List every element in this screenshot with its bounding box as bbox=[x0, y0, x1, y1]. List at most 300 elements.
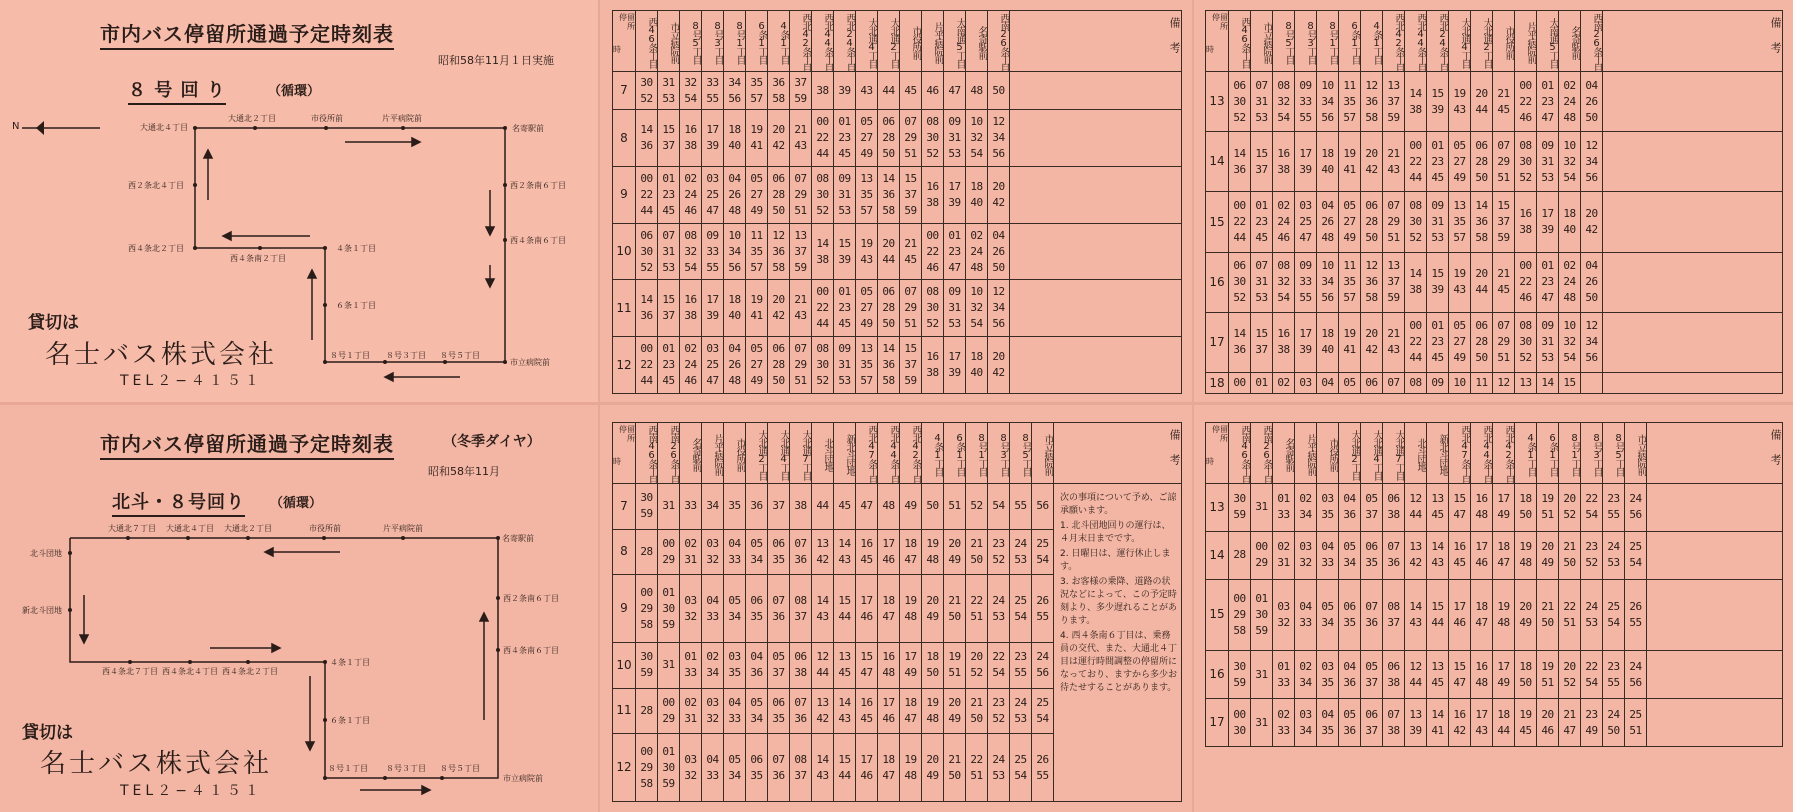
time-cell bbox=[768, 529, 790, 575]
time-value: 09 31 53 bbox=[948, 285, 961, 331]
time-cell bbox=[724, 484, 746, 530]
time-cell bbox=[878, 575, 900, 643]
time-value: 10 bbox=[1453, 376, 1466, 390]
time-cell bbox=[1032, 529, 1054, 575]
time-value: 15 37 59 bbox=[904, 342, 917, 388]
time-value: 20 44 bbox=[1475, 267, 1488, 297]
time-value: 08 30 52 bbox=[926, 285, 939, 331]
time-cell bbox=[1471, 373, 1493, 394]
time-value: 20 42 bbox=[1365, 327, 1378, 357]
time-cell bbox=[1317, 699, 1339, 747]
time-value: 18 50 bbox=[1519, 659, 1532, 689]
hour-value: 15 bbox=[1209, 214, 1225, 229]
stop-header: 大北通2丁目 bbox=[1471, 11, 1493, 72]
time-value: 21 50 bbox=[970, 695, 983, 725]
effective-date-winter: 昭和58年11月 bbox=[428, 465, 500, 478]
time-cell bbox=[1383, 192, 1405, 252]
corner-cell bbox=[1206, 423, 1229, 484]
time-value: 00 22 46 bbox=[1519, 259, 1532, 305]
hour-cell bbox=[1206, 72, 1229, 132]
time-value: 01 23 45 bbox=[662, 171, 675, 217]
time-cell bbox=[988, 72, 1010, 110]
time-value: 38 bbox=[816, 83, 829, 97]
time-cell bbox=[1383, 72, 1405, 132]
time-cell bbox=[1515, 579, 1537, 650]
stop-header: 新北斗団地 bbox=[1427, 423, 1449, 484]
time-cell bbox=[1317, 484, 1339, 532]
time-cell bbox=[834, 575, 856, 643]
time-cell bbox=[1251, 252, 1273, 312]
time-cell bbox=[900, 72, 922, 110]
route-subtitle-winter: （循環） bbox=[270, 496, 323, 511]
time-cell bbox=[1339, 252, 1361, 312]
time-value: 18 40 bbox=[970, 179, 983, 209]
time-cell bbox=[834, 688, 856, 734]
time-cell bbox=[1471, 579, 1493, 650]
table-row bbox=[1206, 579, 1783, 650]
hour-cell bbox=[613, 734, 636, 802]
time-cell bbox=[658, 337, 680, 394]
time-value: 05 27 49 bbox=[1453, 319, 1466, 365]
time-value: 09 31 53 bbox=[838, 342, 851, 388]
time-value: 11 bbox=[1475, 376, 1488, 390]
time-cell bbox=[988, 642, 1010, 688]
time-cell bbox=[768, 280, 790, 337]
time-value: 50 bbox=[992, 83, 1005, 97]
time-cell bbox=[746, 734, 768, 802]
time-value: 01 23 45 bbox=[1431, 319, 1444, 365]
time-value: 05 34 bbox=[1321, 599, 1334, 629]
stop-header: 8号5丁目 bbox=[1010, 423, 1032, 484]
time-cell bbox=[1317, 651, 1339, 699]
time-value: 04 33 bbox=[1299, 599, 1312, 629]
time-cell bbox=[746, 575, 768, 643]
time-cell bbox=[1405, 651, 1427, 699]
time-cell bbox=[1361, 579, 1383, 650]
stop-label: ６条１丁目 bbox=[330, 716, 370, 725]
time-value: 13 37 59 bbox=[794, 228, 807, 274]
time-cell bbox=[944, 642, 966, 688]
time-cell bbox=[1317, 252, 1339, 312]
time-cell bbox=[746, 110, 768, 167]
time-value: 15 37 bbox=[662, 293, 675, 323]
time-cell bbox=[1581, 651, 1603, 699]
time-value: 18 50 bbox=[1519, 492, 1532, 522]
time-cell bbox=[680, 688, 702, 734]
time-value: 03 35 bbox=[728, 650, 741, 680]
hour-value: 8 bbox=[620, 544, 628, 559]
time-value: 25 54 bbox=[1036, 695, 1049, 725]
time-cell bbox=[1427, 699, 1449, 747]
time-value: 06 35 bbox=[750, 752, 763, 782]
time-value: 54 bbox=[992, 499, 1005, 513]
time-value: 01 bbox=[1255, 376, 1268, 390]
time-cell bbox=[966, 688, 988, 734]
time-cell bbox=[1581, 72, 1603, 132]
time-cell bbox=[768, 110, 790, 167]
time-value: 25 54 bbox=[1036, 536, 1049, 566]
hour-value: 18 bbox=[1209, 375, 1225, 390]
remark-item: 1. 北斗団地回りの運行は、４月末日までです。 bbox=[1060, 521, 1171, 544]
hour-cell bbox=[1206, 252, 1229, 312]
time-value: 18 40 bbox=[970, 350, 983, 380]
time-cell bbox=[746, 166, 768, 223]
time-value: 16 42 bbox=[1453, 707, 1466, 737]
time-value: 01 23 45 bbox=[838, 115, 851, 161]
time-value: 08 30 52 bbox=[1519, 138, 1532, 184]
time-cell bbox=[1383, 531, 1405, 579]
route-title-winter: 北斗・８号回り bbox=[112, 488, 245, 514]
stop-header: 名寄駅前 bbox=[680, 423, 702, 484]
stop-header: 市役所前 bbox=[1493, 11, 1515, 72]
stop-header: 西北42条丁目 bbox=[790, 11, 812, 72]
time-value: 18 40 bbox=[1321, 146, 1334, 176]
hour-value: 9 bbox=[620, 187, 628, 202]
time-value: 10 32 54 bbox=[970, 115, 983, 161]
time-value: 01 23 45 bbox=[662, 342, 675, 388]
time-cell bbox=[1449, 651, 1471, 699]
time-cell bbox=[856, 110, 878, 167]
time-value: 06 28 50 bbox=[1365, 199, 1378, 245]
time-value: 04 26 48 bbox=[728, 342, 741, 388]
time-cell bbox=[1427, 651, 1449, 699]
time-cell bbox=[812, 575, 834, 643]
stop-label: ４条１丁目 bbox=[330, 658, 370, 667]
time-value: 06 bbox=[1365, 376, 1378, 390]
time-cell bbox=[1361, 252, 1383, 312]
time-cell bbox=[702, 72, 724, 110]
time-cell bbox=[1493, 484, 1515, 532]
time-cell bbox=[636, 72, 658, 110]
time-cell bbox=[812, 110, 834, 167]
time-cell bbox=[1471, 192, 1493, 252]
remarks-cell bbox=[1603, 72, 1783, 132]
time-value: 07 31 53 bbox=[1255, 78, 1268, 124]
corner-label-hour: 時 bbox=[613, 457, 621, 466]
corner-label-hour: 時 bbox=[1206, 45, 1214, 54]
time-cell bbox=[1273, 132, 1295, 192]
time-value: 20 49 bbox=[926, 593, 939, 623]
time-cell bbox=[966, 642, 988, 688]
stop-label: 大通北４丁目 bbox=[140, 123, 188, 132]
time-value: 00 29 bbox=[1255, 540, 1268, 570]
time-cell bbox=[1295, 72, 1317, 132]
time-cell bbox=[878, 166, 900, 223]
time-value: 23 55 bbox=[1607, 492, 1620, 522]
time-cell bbox=[834, 642, 856, 688]
stop-header: 西46条丁目 bbox=[636, 11, 658, 72]
time-value: 03 bbox=[1299, 376, 1312, 390]
time-value: 19 51 bbox=[1541, 659, 1554, 689]
time-value: 15 37 bbox=[1255, 146, 1268, 176]
time-value: 17 49 bbox=[1497, 492, 1510, 522]
stop-header: 6条1丁目 bbox=[746, 11, 768, 72]
time-cell bbox=[1251, 484, 1273, 532]
time-cell bbox=[1603, 579, 1625, 650]
stop-header: 片平病院前 bbox=[1295, 423, 1317, 484]
company-name: 名士バス株式会社 bbox=[45, 340, 278, 370]
time-value: 07 36 bbox=[794, 695, 807, 725]
time-cell bbox=[1032, 642, 1054, 688]
hour-cell bbox=[1206, 699, 1229, 747]
time-value: 30 59 bbox=[640, 491, 653, 521]
time-value: 03 32 bbox=[684, 593, 697, 623]
time-cell bbox=[1339, 373, 1361, 394]
hour-cell bbox=[613, 280, 636, 337]
time-value: 06 35 bbox=[772, 536, 785, 566]
hour-cell bbox=[1206, 484, 1229, 532]
corner-label-stop: 停留所 bbox=[1212, 425, 1228, 443]
time-cell bbox=[1449, 373, 1471, 394]
time-cell bbox=[1010, 688, 1032, 734]
time-cell bbox=[1383, 484, 1405, 532]
time-value: 31 bbox=[1255, 500, 1268, 514]
time-value: 35 57 bbox=[750, 75, 763, 105]
time-value: 21 47 bbox=[1563, 707, 1576, 737]
time-cell bbox=[768, 166, 790, 223]
time-cell bbox=[790, 688, 812, 734]
time-value: 21 50 bbox=[948, 752, 961, 782]
time-cell bbox=[790, 484, 812, 530]
charter-label: 貸切は bbox=[28, 313, 79, 333]
time-value: 39 bbox=[838, 83, 851, 97]
time-cell bbox=[1537, 531, 1559, 579]
time-cell bbox=[1383, 312, 1405, 372]
time-cell bbox=[746, 688, 768, 734]
time-value: 10 34 56 bbox=[728, 228, 741, 274]
time-cell bbox=[1405, 132, 1427, 192]
time-cell bbox=[724, 110, 746, 167]
time-value: 22 54 bbox=[1585, 659, 1598, 689]
time-cell bbox=[922, 166, 944, 223]
time-cell bbox=[1273, 72, 1295, 132]
time-value: 09 31 53 bbox=[838, 171, 851, 217]
stop-header: 4条1丁目 bbox=[922, 423, 944, 484]
corner-cell bbox=[613, 11, 636, 72]
time-cell bbox=[1251, 531, 1273, 579]
time-value: 03 32 bbox=[1299, 540, 1312, 570]
time-cell bbox=[944, 529, 966, 575]
time-cell bbox=[1229, 192, 1251, 252]
time-cell bbox=[1515, 699, 1537, 747]
time-value: 21 50 bbox=[948, 593, 961, 623]
time-value: 00 22 44 bbox=[1409, 319, 1422, 365]
time-cell bbox=[1295, 651, 1317, 699]
stop-header: 8号1丁目 bbox=[966, 423, 988, 484]
time-value: 04 33 bbox=[706, 752, 719, 782]
time-value: 18 44 bbox=[1497, 707, 1510, 737]
time-cell bbox=[922, 688, 944, 734]
time-cell bbox=[1229, 373, 1251, 394]
hour-cell bbox=[1206, 192, 1229, 252]
time-cell bbox=[636, 734, 658, 802]
stop-header: 西南26条丁目 bbox=[1251, 423, 1273, 484]
time-cell bbox=[746, 337, 768, 394]
stop-header: 8号1丁目 bbox=[1317, 11, 1339, 72]
time-cell bbox=[1010, 529, 1032, 575]
time-value: 15 44 bbox=[1431, 599, 1444, 629]
time-value: 12 34 56 bbox=[1585, 138, 1598, 184]
time-value: 08 37 bbox=[794, 752, 807, 782]
time-value: 09 33 55 bbox=[1299, 259, 1312, 305]
time-cell bbox=[1625, 699, 1647, 747]
time-value: 02 31 bbox=[684, 695, 697, 725]
table-row bbox=[613, 110, 1182, 167]
time-value: 07 38 bbox=[1387, 707, 1400, 737]
time-value: 16 38 bbox=[926, 350, 939, 380]
time-value: 21 45 bbox=[904, 236, 917, 266]
time-cell bbox=[1625, 484, 1647, 532]
effective-date: 昭和58年11月１日実施 bbox=[438, 54, 554, 67]
time-cell bbox=[1317, 579, 1339, 650]
remarks-cell bbox=[1603, 373, 1783, 394]
time-cell bbox=[1405, 312, 1427, 372]
time-cell bbox=[900, 280, 922, 337]
time-value: 14 43 bbox=[816, 752, 829, 782]
time-value: 00 29 bbox=[662, 536, 675, 566]
time-cell bbox=[636, 166, 658, 223]
time-value: 04 26 50 bbox=[1585, 78, 1598, 124]
time-cell bbox=[790, 223, 812, 280]
time-cell bbox=[1339, 192, 1361, 252]
time-value: 07 bbox=[1387, 376, 1400, 390]
stop-header: 6条1丁目 bbox=[1339, 11, 1361, 72]
time-cell bbox=[702, 337, 724, 394]
time-value: 44 bbox=[882, 83, 895, 97]
stop-header: 大南通5丁目 bbox=[944, 11, 966, 72]
time-value: 01 30 59 bbox=[1255, 591, 1268, 637]
time-value: 06 38 bbox=[794, 650, 807, 680]
time-value: 50 bbox=[926, 499, 939, 513]
time-value: 16 45 bbox=[860, 695, 873, 725]
time-value: 05 bbox=[1343, 376, 1356, 390]
time-value: 14 36 58 bbox=[882, 342, 895, 388]
time-cell bbox=[812, 337, 834, 394]
time-cell bbox=[1229, 651, 1251, 699]
time-value: 30 59 bbox=[1233, 492, 1246, 522]
time-value: 13 35 57 bbox=[1453, 199, 1466, 245]
hour-cell bbox=[1206, 132, 1229, 192]
time-cell bbox=[724, 734, 746, 802]
time-value: 08 30 52 bbox=[1409, 199, 1422, 245]
time-value: 01 23 45 bbox=[838, 285, 851, 331]
time-value: 03 32 bbox=[1277, 599, 1290, 629]
time-value: 02 24 46 bbox=[684, 171, 697, 217]
time-value: 03 35 bbox=[1321, 492, 1334, 522]
stop-header: 西南46条丁目 bbox=[636, 423, 658, 484]
header-row bbox=[1206, 11, 1783, 72]
time-value: 02 31 bbox=[1277, 540, 1290, 570]
time-value: 12 34 56 bbox=[992, 115, 1005, 161]
time-cell bbox=[944, 337, 966, 394]
time-value: 34 bbox=[706, 499, 719, 513]
time-value: 22 54 bbox=[992, 650, 1005, 680]
stop-header: 6条1丁目 bbox=[944, 423, 966, 484]
stop-header: 片平病院前 bbox=[922, 11, 944, 72]
time-cell bbox=[768, 575, 790, 643]
time-value: 14 38 bbox=[816, 236, 829, 266]
stop-header: 名寄駅前 bbox=[1559, 11, 1581, 72]
time-cell bbox=[1032, 575, 1054, 643]
time-value: 19 43 bbox=[860, 236, 873, 266]
time-cell bbox=[724, 166, 746, 223]
time-cell bbox=[1339, 531, 1361, 579]
time-cell bbox=[1405, 373, 1427, 394]
time-cell bbox=[922, 337, 944, 394]
time-cell bbox=[1339, 132, 1361, 192]
time-value: 23 55 bbox=[1014, 650, 1027, 680]
time-cell bbox=[1625, 651, 1647, 699]
time-value: 06 30 52 bbox=[1233, 259, 1246, 305]
time-cell bbox=[746, 72, 768, 110]
time-cell bbox=[834, 166, 856, 223]
time-value: 04 36 bbox=[1343, 492, 1356, 522]
time-value: 06 35 bbox=[1343, 599, 1356, 629]
time-cell bbox=[812, 688, 834, 734]
time-cell bbox=[1251, 579, 1273, 650]
time-value: 19 41 bbox=[750, 293, 763, 323]
time-value: 02 34 bbox=[1299, 659, 1312, 689]
time-value: 25 54 bbox=[1607, 599, 1620, 629]
stop-header: 市立病院前 bbox=[1251, 11, 1273, 72]
time-value: 04 bbox=[1321, 376, 1334, 390]
time-value: 07 29 51 bbox=[794, 171, 807, 217]
time-value: 03 35 bbox=[1321, 659, 1334, 689]
time-value: 05 34 bbox=[750, 536, 763, 566]
stop-label: 西４条南６丁目 bbox=[503, 646, 559, 655]
time-cell bbox=[1559, 312, 1581, 372]
time-value: 19 48 bbox=[926, 695, 939, 725]
stop-label: ８号３丁目 bbox=[386, 351, 426, 360]
time-cell bbox=[790, 337, 812, 394]
time-value: 20 49 bbox=[926, 752, 939, 782]
time-value: 07 29 51 bbox=[904, 115, 917, 161]
time-cell bbox=[1251, 72, 1273, 132]
stop-label: 西４条南２丁目 bbox=[230, 254, 286, 263]
time-cell bbox=[988, 337, 1010, 394]
time-cell bbox=[1317, 373, 1339, 394]
stop-header: 大北通4丁目 bbox=[1361, 423, 1383, 484]
time-cell bbox=[1405, 192, 1427, 252]
time-cell bbox=[1273, 699, 1295, 747]
time-cell bbox=[1361, 531, 1383, 579]
time-value: 07 36 bbox=[794, 536, 807, 566]
time-value: 17 39 bbox=[1299, 327, 1312, 357]
time-cell bbox=[1515, 373, 1537, 394]
time-cell bbox=[1317, 72, 1339, 132]
time-value: 25 54 bbox=[1014, 752, 1027, 782]
time-cell bbox=[702, 642, 724, 688]
time-value: 05 34 bbox=[750, 695, 763, 725]
stop-header: 名寄駅前 bbox=[966, 11, 988, 72]
time-cell bbox=[1581, 373, 1603, 394]
time-value: 24 53 bbox=[1014, 695, 1027, 725]
time-cell bbox=[900, 529, 922, 575]
time-cell bbox=[856, 688, 878, 734]
time-cell bbox=[1471, 651, 1493, 699]
hour-value: 12 bbox=[616, 760, 632, 775]
time-cell bbox=[944, 575, 966, 643]
time-value: 01 30 59 bbox=[662, 744, 675, 790]
time-value: 07 36 bbox=[1365, 599, 1378, 629]
time-value: 21 43 bbox=[1387, 327, 1400, 357]
table-row bbox=[613, 337, 1182, 394]
time-value: 06 28 50 bbox=[772, 171, 785, 217]
time-cell bbox=[658, 223, 680, 280]
hour-value: 10 bbox=[616, 244, 632, 259]
charter-label: 貸切は bbox=[22, 723, 73, 743]
time-value: 08 bbox=[1409, 376, 1422, 390]
